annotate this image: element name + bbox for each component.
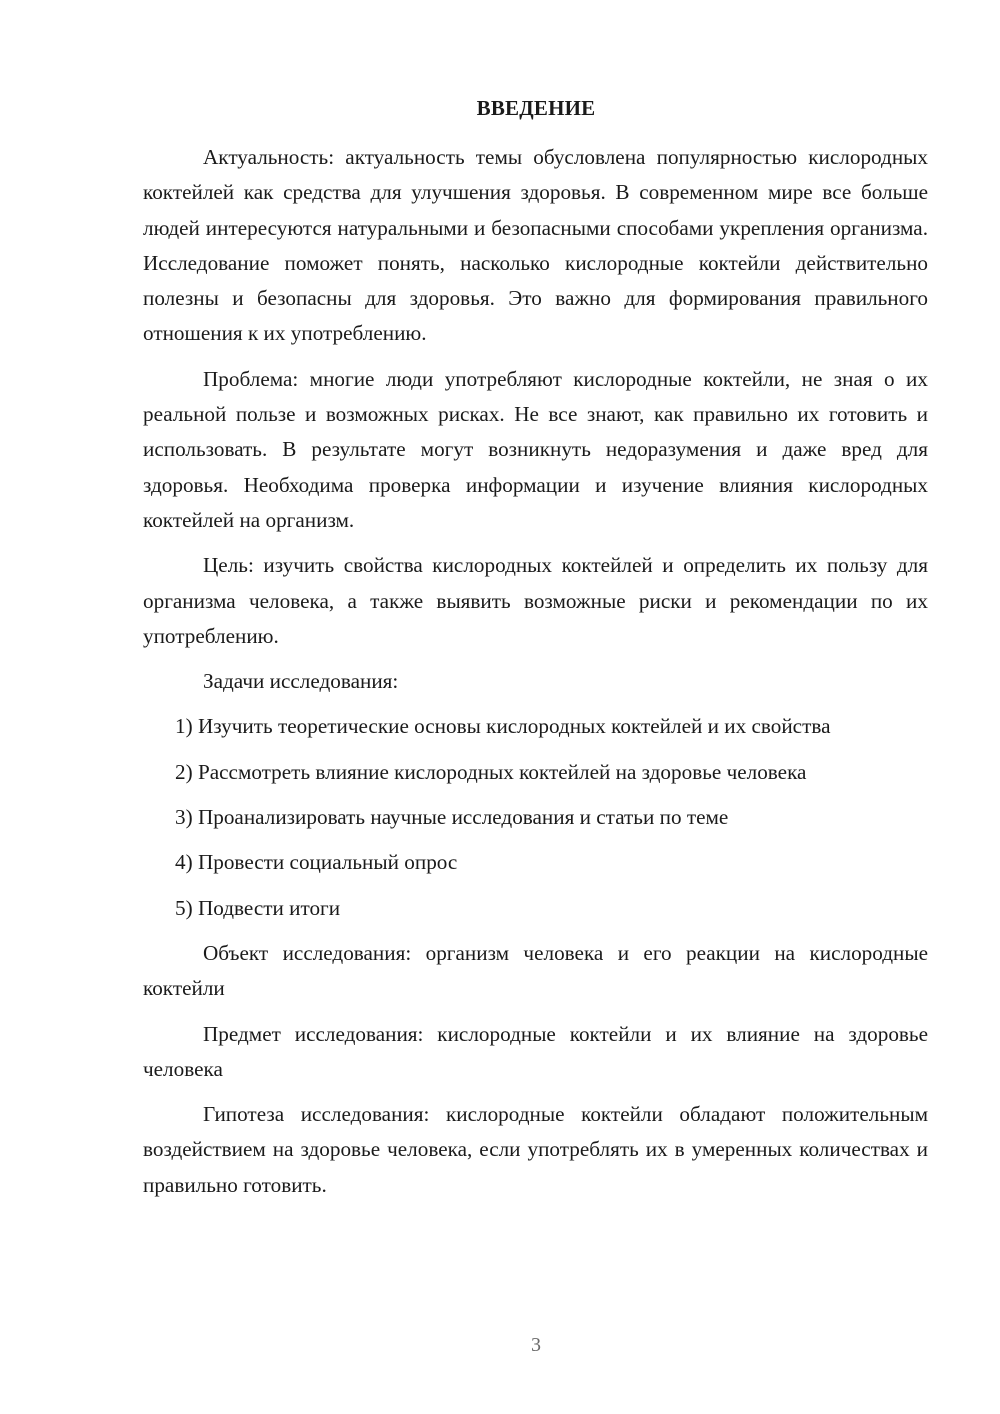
- paragraph-subject: Предмет исследования: кислородные коктейли и их влияние на здоровье человека: [143, 1021, 928, 1081]
- paragraph-goal: Цель: изучить свойства кислородных коктейлей и определить их пользу для организма человека, а также выявить возможные риски и рекомендации по их употреблению.: [143, 553, 928, 648]
- paragraph-problem: Проблема: многие люди употребляют кислородные коктейли, не зная о их реальной пользе и возможных рисках. Не все знают, как правильно их готовить и использовать. В результате могут возникнуть недоразумения и даже вред для здоровья. Необходима проверка информации и изучение влияния кислородных коктейлей на организм.: [143, 366, 928, 532]
- list-item: 4) Провести социальный опрос: [175, 850, 458, 875]
- page-title: ВВЕДЕНИЕ: [476, 96, 596, 120]
- tasks-heading: Задачи исследования:: [203, 669, 399, 694]
- list-item: 1) Изучить теоретические основы кислородных коктейлей и их свойства: [175, 714, 831, 739]
- tasks-list: [143, 709, 928, 925]
- list-item: 3) Проанализировать научные исследования и статьи по теме: [175, 805, 729, 830]
- list-item: 2) Рассмотреть влияние кислородных коктейлей на здоровье человека: [175, 759, 807, 784]
- paragraph-hypothesis: Гипотеза исследования: кислородные коктейли обладают положительным воздействием на здоровье человека, если употреблять их в умеренных количествах и правильно готовить.: [143, 1102, 928, 1197]
- paragraph-relevance: Актуальность: актуальность темы обусловлена популярностью кислородных коктейлей как средства для улучшения здоровья. В современном мире все больше людей интересуются натуральными и безопасными способами укрепления организма. Исследование поможет понять, насколько кислородные коктейли действительно полезны и безопасны для здоровья. Это важно для формирования правильного отношения к их употреблению.: [143, 145, 928, 346]
- paragraph-object: Объект исследования: организм человека и его реакции на кислородные коктейли: [143, 940, 928, 1001]
- document-body: [143, 140, 928, 1203]
- page-number: 3: [531, 1334, 541, 1356]
- list-item: 5) Подвести итоги: [175, 895, 341, 920]
